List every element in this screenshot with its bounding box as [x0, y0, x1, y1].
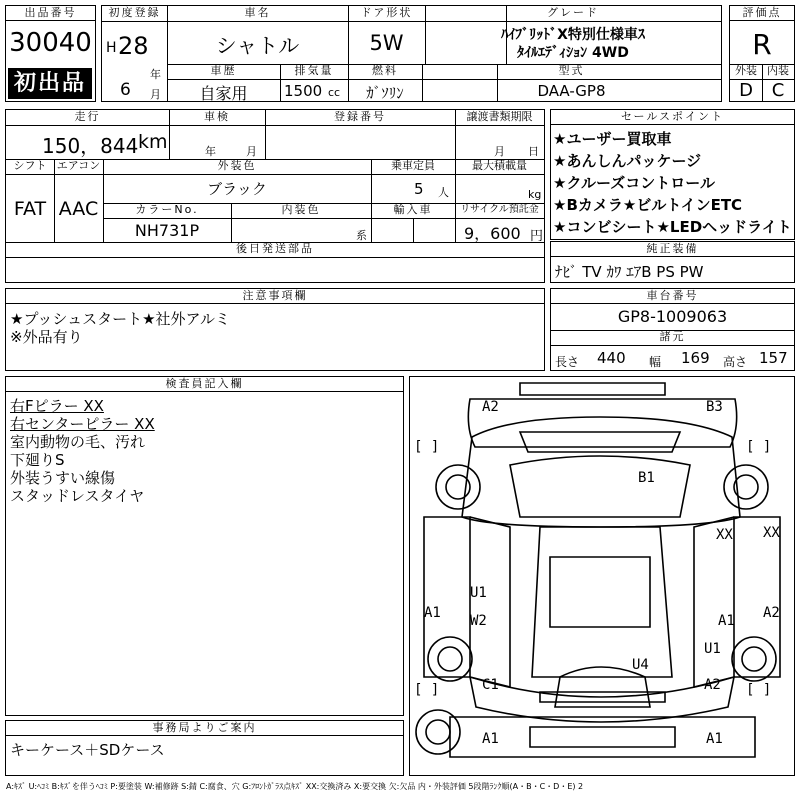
transfer-label: 譲渡書類期限: [466, 110, 533, 123]
seats-unit: 人: [438, 186, 449, 199]
sales-point: ★コンビシート★LEDヘッドライト: [553, 218, 792, 236]
sales-point: ★Bカメラ★ビルトインETC: [553, 196, 743, 214]
reg-label: 初度登録: [108, 6, 161, 19]
inspector-line: 下廻りS: [10, 451, 65, 469]
damage-legend: A:ｷｽﾞ U:ﾍｺﾐ B:ｷｽﾞを伴うﾍｺﾐ P:要塗装 W:補修跡 S:錆 C:腐食、穴 G:ﾌﾛﾝﾄｶﾞﾗｽ点ｷｽﾞ XX:交換済み X:要交換 欠:欠品 内・外装評価 5段階ﾗﾝｸ順(A・B・C・D・E) 2: [6, 782, 584, 791]
intcolor-unit: 系: [356, 229, 367, 242]
grade-line2: ﾀｲﾙｴﾃﾞｨｼｮﾝ 4WD: [517, 45, 629, 61]
ext-grade: D: [739, 80, 753, 101]
mark-b1: B1: [638, 470, 655, 486]
mark-u4: U4: [632, 657, 649, 673]
caution-line: ★プッシュスタート★社外アルミ: [10, 310, 230, 328]
car-name: シャトル: [215, 34, 300, 58]
length-label: 長さ: [555, 355, 580, 369]
dims-label: 諸元: [659, 330, 686, 343]
width: 169: [681, 349, 710, 367]
height: 157: [759, 349, 788, 367]
seats-label: 乗車定員: [391, 159, 435, 172]
mark-xx-1: XX: [716, 527, 733, 543]
inspector-label: 検査員記入欄: [6, 377, 403, 392]
model: DAA-GP8: [537, 82, 606, 100]
fuel: ｶﾞｿﾘﾝ: [366, 84, 404, 102]
mark-a1-left: A1: [424, 605, 441, 621]
caution-line: ※外品有り: [10, 328, 83, 346]
chassis-label: 車台番号: [551, 289, 794, 304]
office-text: キーケース＋SDケース: [10, 741, 165, 759]
inspector-line: 外装うすい線傷: [10, 469, 116, 487]
later-parts-label: 後日発送部品: [236, 242, 314, 255]
mark-u1-left: U1: [470, 585, 487, 601]
height-label: 高さ: [723, 355, 748, 369]
office-label: 事務局よりご案内: [6, 721, 403, 736]
era: H: [106, 40, 117, 56]
model-label: 型式: [558, 64, 585, 77]
transfer-month-unit: 月: [494, 145, 505, 158]
grade-label: グレード: [547, 6, 599, 19]
lot-label: 出品番号: [6, 6, 95, 21]
mileage-unit: km: [138, 131, 168, 153]
car-diagram: [410, 377, 794, 775]
score: R: [752, 28, 772, 61]
mark-w2: W2: [470, 613, 487, 629]
history-label: 車歴: [210, 64, 237, 77]
month-unit: 月: [150, 88, 161, 101]
load-label: 最大積載量: [472, 159, 527, 172]
sales-box: [550, 109, 795, 240]
mark-a1-bl: A1: [482, 731, 499, 747]
shift: FAT: [13, 198, 47, 220]
ext-label: 外装: [735, 64, 757, 77]
mileage: 150，844: [42, 134, 139, 158]
inspector-line: 室内動物の毛、汚れ: [10, 433, 146, 451]
colorno: NH731P: [134, 221, 200, 240]
disp-label: 排気量: [294, 64, 334, 77]
seats: 5: [414, 180, 424, 198]
chassis-number: GP8-1009063: [617, 307, 728, 326]
sales-label: セールスポイント: [551, 110, 794, 125]
mileage-label: 走行: [74, 110, 101, 123]
caution-label: 注意事項欄: [6, 289, 544, 304]
inspect-month-unit: 月: [246, 145, 257, 158]
office-box: [5, 720, 404, 776]
mark-a2-right: A2: [763, 605, 780, 621]
first-listing-badge: 初出品: [8, 68, 92, 99]
grade-line1: ﾊｲﾌﾞﾘｯﾄﾞX特別仕様車ｽ: [501, 27, 645, 43]
inspector-line: 右Fピラー XX: [10, 397, 104, 415]
mark-a2-rear: A2: [704, 677, 721, 693]
mark-u1-right: U1: [704, 641, 721, 657]
inspect-year-unit: 年: [205, 145, 216, 158]
mid-table: [5, 109, 545, 283]
color-label: 外装色: [217, 159, 257, 172]
equipment: ﾅﾋﾞ TV ｶﾜ ｴｱB PS PW: [555, 263, 704, 281]
mark-a2-top: A2: [482, 399, 499, 415]
int-grade: C: [771, 80, 785, 101]
equipment-box: [550, 241, 795, 283]
score-label: 評価点: [730, 6, 794, 21]
recycle-label: リサイクル預託金: [460, 204, 539, 215]
width-label: 幅: [649, 355, 662, 369]
displacement: 1500: [284, 82, 323, 100]
import-label: 輸入車: [393, 203, 433, 216]
load-unit: kg: [528, 188, 542, 201]
disp-unit: cc: [328, 86, 341, 99]
mark-a1-mid: A1: [718, 613, 735, 629]
inspector-line: 右センターピラー XX: [10, 415, 155, 433]
mark-c1: C1: [482, 677, 499, 693]
inspector-line: スタッドレスタイヤ: [10, 487, 145, 505]
year-unit: 年: [150, 68, 161, 81]
recycle-unit: 円: [530, 229, 544, 244]
caution-box: [5, 288, 545, 371]
mark-bracket-right: [ ]: [746, 439, 772, 455]
history: 自家用: [199, 84, 248, 103]
reg-year: 28: [118, 32, 149, 60]
length: 440: [597, 349, 626, 367]
inspect-label: 車検: [204, 110, 230, 123]
transfer-day-unit: 日: [528, 145, 539, 158]
shift-label: シフト: [13, 159, 47, 172]
door-label: ドア形状: [360, 6, 413, 19]
ac: AAC: [58, 198, 99, 220]
equipment-label: 純正装備: [551, 242, 794, 257]
intcolor-label: 内装色: [281, 203, 321, 216]
plate-label: 登録番号: [334, 110, 386, 123]
door-type: 5W: [369, 31, 404, 55]
sales-point: ★あんしんパッケージ: [553, 152, 702, 170]
lot-number: 30040: [9, 28, 92, 58]
mark-bracket-left-rear: [ ]: [414, 682, 440, 698]
lot-box: [5, 5, 96, 102]
chassis-box: [550, 288, 795, 371]
inspector-box: [5, 376, 404, 716]
colorno-label: カラーNo.: [135, 203, 199, 216]
top-table: [101, 5, 722, 102]
mark-bracket-left: [ ]: [414, 439, 440, 455]
int-label: 内装: [767, 64, 789, 77]
mark-bracket-right-rear: [ ]: [746, 682, 772, 698]
mark-xx-2: XX: [763, 525, 780, 541]
sales-point: ★ユーザー買取車: [553, 130, 672, 148]
mark-a1-br: A1: [706, 731, 723, 747]
damage-diagram: [409, 376, 795, 776]
ac-label: エアコン: [56, 159, 101, 172]
sales-point: ★クルーズコントロール: [553, 174, 715, 192]
recycle: 9，600: [464, 224, 521, 243]
fuel-label: 燃料: [372, 64, 398, 77]
reg-month: 6: [120, 80, 131, 100]
name-label: 車名: [244, 6, 271, 19]
score-box: [729, 5, 795, 102]
color: ブラック: [207, 180, 267, 198]
mark-b3: B3: [706, 399, 723, 415]
